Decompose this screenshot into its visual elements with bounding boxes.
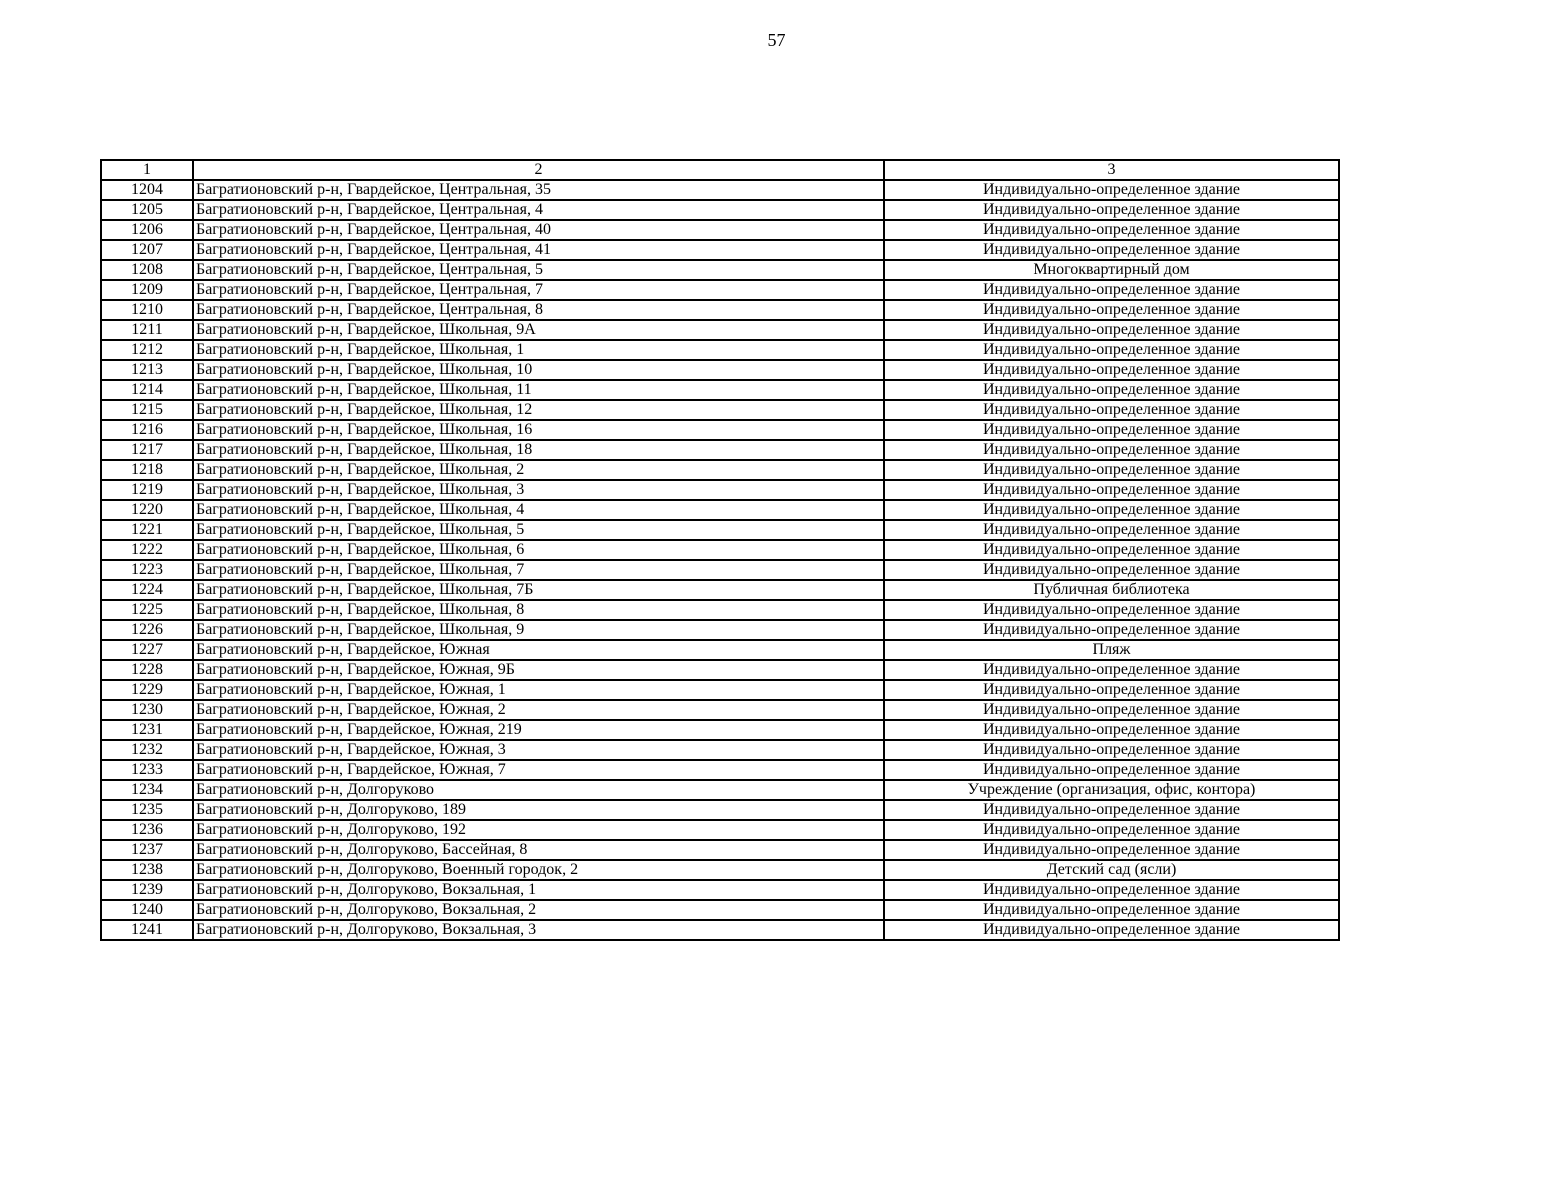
object-type-cell: Многоквартирный дом xyxy=(884,260,1339,280)
row-number-cell: 1205 xyxy=(101,200,193,220)
object-type-cell: Индивидуально-определенное здание xyxy=(884,600,1339,620)
table-row xyxy=(101,820,1339,840)
table-row xyxy=(101,840,1339,860)
address-cell: Багратионовский р-н, Долгоруково, Вокзальная, 3 xyxy=(193,920,884,940)
object-type-cell: Индивидуально-определенное здание xyxy=(884,200,1339,220)
object-type-cell: Индивидуально-определенное здание xyxy=(884,400,1339,420)
object-type-cell: Индивидуально-определенное здание xyxy=(884,460,1339,480)
address-cell: Багратионовский р-н, Гвардейское, Школьная, 16 xyxy=(193,420,884,440)
row-number-cell: 1231 xyxy=(101,720,193,740)
table-row xyxy=(101,260,1339,280)
row-number-cell: 1225 xyxy=(101,600,193,620)
object-type-cell: Индивидуально-определенное здание xyxy=(884,900,1339,920)
row-number-cell: 1204 xyxy=(101,180,193,200)
table-row xyxy=(101,740,1339,760)
object-type-cell: Индивидуально-определенное здание xyxy=(884,820,1339,840)
row-number-cell: 1218 xyxy=(101,460,193,480)
table-row xyxy=(101,380,1339,400)
address-cell: Багратионовский р-н, Гвардейское, Школьная, 18 xyxy=(193,440,884,460)
table-row xyxy=(101,580,1339,600)
address-cell: Багратионовский р-н, Гвардейское, Центральная, 40 xyxy=(193,220,884,240)
address-cell: Багратионовский р-н, Гвардейское, Южная, 219 xyxy=(193,720,884,740)
row-number-cell: 1211 xyxy=(101,320,193,340)
table-row xyxy=(101,680,1339,700)
object-type-cell: Индивидуально-определенное здание xyxy=(884,800,1339,820)
address-cell: Багратионовский р-н, Гвардейское, Центральная, 4 xyxy=(193,200,884,220)
object-type-cell: Индивидуально-определенное здание xyxy=(884,700,1339,720)
address-cell: Багратионовский р-н, Гвардейское, Центральная, 7 xyxy=(193,280,884,300)
address-cell: Багратионовский р-н, Долгоруково, Бассейная, 8 xyxy=(193,840,884,860)
address-cell: Багратионовский р-н, Гвардейское, Школьная, 1 xyxy=(193,340,884,360)
object-type-cell: Индивидуально-определенное здание xyxy=(884,180,1339,200)
object-type-cell: Индивидуально-определенное здание xyxy=(884,320,1339,340)
table-row xyxy=(101,180,1339,200)
object-type-cell: Индивидуально-определенное здание xyxy=(884,560,1339,580)
row-number-cell: 1214 xyxy=(101,380,193,400)
table-header-row xyxy=(101,160,1339,180)
address-cell: Багратионовский р-н, Долгоруково, 189 xyxy=(193,800,884,820)
address-cell: Багратионовский р-н, Гвардейское, Школьная, 9А xyxy=(193,320,884,340)
table-row xyxy=(101,500,1339,520)
object-type-cell: Пляж xyxy=(884,640,1339,660)
address-cell: Багратионовский р-н, Гвардейское, Школьная, 4 xyxy=(193,500,884,520)
address-cell: Багратионовский р-н, Гвардейское, Школьная, 2 xyxy=(193,460,884,480)
object-type-cell: Индивидуально-определенное здание xyxy=(884,500,1339,520)
table-row xyxy=(101,640,1339,660)
page-number: 57 xyxy=(767,30,786,50)
address-cell: Багратионовский р-н, Гвардейское, Школьная, 5 xyxy=(193,520,884,540)
row-number-cell: 1212 xyxy=(101,340,193,360)
object-type-cell: Индивидуально-определенное здание xyxy=(884,360,1339,380)
table-row xyxy=(101,560,1339,580)
row-number-cell: 1223 xyxy=(101,560,193,580)
table-row xyxy=(101,480,1339,500)
object-type-cell: Индивидуально-определенное здание xyxy=(884,480,1339,500)
table-row xyxy=(101,520,1339,540)
row-number-cell: 1237 xyxy=(101,840,193,860)
table-row xyxy=(101,600,1339,620)
object-type-cell: Индивидуально-определенное здание xyxy=(884,420,1339,440)
object-type-cell: Индивидуально-определенное здание xyxy=(884,720,1339,740)
object-type-cell: Индивидуально-определенное здание xyxy=(884,240,1339,260)
object-type-cell: Индивидуально-определенное здание xyxy=(884,740,1339,760)
address-cell: Багратионовский р-н, Гвардейское, Центральная, 5 xyxy=(193,260,884,280)
table-row xyxy=(101,540,1339,560)
table-row xyxy=(101,620,1339,640)
object-type-cell: Индивидуально-определенное здание xyxy=(884,880,1339,900)
row-number-cell: 1238 xyxy=(101,860,193,880)
address-cell: Багратионовский р-н, Гвардейское, Школьная, 10 xyxy=(193,360,884,380)
column-header-1: 1 xyxy=(101,160,193,180)
object-type-cell: Индивидуально-определенное здание xyxy=(884,440,1339,460)
row-number-cell: 1230 xyxy=(101,700,193,720)
object-type-cell: Детский сад (ясли) xyxy=(884,860,1339,880)
address-cell: Багратионовский р-н, Гвардейское, Школьная, 8 xyxy=(193,600,884,620)
object-type-cell: Индивидуально-определенное здание xyxy=(884,340,1339,360)
object-type-cell: Индивидуально-определенное здание xyxy=(884,300,1339,320)
registry-table xyxy=(100,159,1340,941)
table-row xyxy=(101,220,1339,240)
address-cell: Багратионовский р-н, Долгоруково, Вокзальная, 1 xyxy=(193,880,884,900)
row-number-cell: 1220 xyxy=(101,500,193,520)
address-cell: Багратионовский р-н, Гвардейское, Южная xyxy=(193,640,884,660)
table-row xyxy=(101,700,1339,720)
table-row xyxy=(101,920,1339,940)
object-type-cell: Индивидуально-определенное здание xyxy=(884,620,1339,640)
object-type-cell: Индивидуально-определенное здание xyxy=(884,280,1339,300)
table-row xyxy=(101,320,1339,340)
row-number-cell: 1219 xyxy=(101,480,193,500)
row-number-cell: 1240 xyxy=(101,900,193,920)
object-type-cell: Индивидуально-определенное здание xyxy=(884,680,1339,700)
table-row xyxy=(101,340,1339,360)
object-type-cell: Публичная библиотека xyxy=(884,580,1339,600)
row-number-cell: 1229 xyxy=(101,680,193,700)
row-number-cell: 1234 xyxy=(101,780,193,800)
address-cell: Багратионовский р-н, Гвардейское, Центральная, 41 xyxy=(193,240,884,260)
object-type-cell: Индивидуально-определенное здание xyxy=(884,540,1339,560)
row-number-cell: 1235 xyxy=(101,800,193,820)
address-cell: Багратионовский р-н, Гвардейское, Центральная, 8 xyxy=(193,300,884,320)
row-number-cell: 1208 xyxy=(101,260,193,280)
address-cell: Багратионовский р-н, Гвардейское, Школьная, 12 xyxy=(193,400,884,420)
row-number-cell: 1232 xyxy=(101,740,193,760)
table-row xyxy=(101,760,1339,780)
row-number-cell: 1236 xyxy=(101,820,193,840)
address-cell: Багратионовский р-н, Долгоруково, Вокзальная, 2 xyxy=(193,900,884,920)
row-number-cell: 1241 xyxy=(101,920,193,940)
object-type-cell: Индивидуально-определенное здание xyxy=(884,220,1339,240)
column-header-3: 3 xyxy=(884,160,1339,180)
row-number-cell: 1233 xyxy=(101,760,193,780)
address-cell: Багратионовский р-н, Гвардейское, Южная, 9Б xyxy=(193,660,884,680)
table-row xyxy=(101,780,1339,800)
column-header-2: 2 xyxy=(193,160,884,180)
row-number-cell: 1209 xyxy=(101,280,193,300)
object-type-cell: Индивидуально-определенное здание xyxy=(884,840,1339,860)
row-number-cell: 1206 xyxy=(101,220,193,240)
object-type-cell: Индивидуально-определенное здание xyxy=(884,760,1339,780)
address-cell: Багратионовский р-н, Гвардейское, Школьная, 6 xyxy=(193,540,884,560)
object-type-cell: Учреждение (организация, офис, контора) xyxy=(884,780,1339,800)
row-number-cell: 1213 xyxy=(101,360,193,380)
address-cell: Багратионовский р-н, Гвардейское, Центральная, 35 xyxy=(193,180,884,200)
row-number-cell: 1210 xyxy=(101,300,193,320)
table-row xyxy=(101,240,1339,260)
address-cell: Багратионовский р-н, Долгоруково, 192 xyxy=(193,820,884,840)
table-row xyxy=(101,360,1339,380)
object-type-cell: Индивидуально-определенное здание xyxy=(884,380,1339,400)
row-number-cell: 1227 xyxy=(101,640,193,660)
table-row xyxy=(101,880,1339,900)
object-type-cell: Индивидуально-определенное здание xyxy=(884,920,1339,940)
address-cell: Багратионовский р-н, Долгоруково, Военный городок, 2 xyxy=(193,860,884,880)
table-row xyxy=(101,200,1339,220)
table-row xyxy=(101,860,1339,880)
row-number-cell: 1224 xyxy=(101,580,193,600)
row-number-cell: 1226 xyxy=(101,620,193,640)
address-cell: Багратионовский р-н, Гвардейское, Школьная, 7 xyxy=(193,560,884,580)
address-cell: Багратионовский р-н, Гвардейское, Южная, 2 xyxy=(193,700,884,720)
row-number-cell: 1207 xyxy=(101,240,193,260)
row-number-cell: 1222 xyxy=(101,540,193,560)
object-type-cell: Индивидуально-определенное здание xyxy=(884,520,1339,540)
address-cell: Багратионовский р-н, Гвардейское, Школьная, 7Б xyxy=(193,580,884,600)
address-cell: Багратионовский р-н, Гвардейское, Южная, 3 xyxy=(193,740,884,760)
address-cell: Багратионовский р-н, Гвардейское, Южная, 1 xyxy=(193,680,884,700)
address-cell: Багратионовский р-н, Гвардейское, Южная, 7 xyxy=(193,760,884,780)
address-cell: Багратионовский р-н, Долгоруково xyxy=(193,780,884,800)
row-number-cell: 1216 xyxy=(101,420,193,440)
row-number-cell: 1239 xyxy=(101,880,193,900)
table-row xyxy=(101,400,1339,420)
table-row xyxy=(101,900,1339,920)
table-row xyxy=(101,800,1339,820)
table-row xyxy=(101,420,1339,440)
address-cell: Багратионовский р-н, Гвардейское, Школьная, 9 xyxy=(193,620,884,640)
table-row xyxy=(101,720,1339,740)
address-cell: Багратионовский р-н, Гвардейское, Школьная, 11 xyxy=(193,380,884,400)
row-number-cell: 1215 xyxy=(101,400,193,420)
row-number-cell: 1228 xyxy=(101,660,193,680)
row-number-cell: 1217 xyxy=(101,440,193,460)
table-body xyxy=(101,180,1339,940)
address-cell: Багратионовский р-н, Гвардейское, Школьная, 3 xyxy=(193,480,884,500)
table-row xyxy=(101,300,1339,320)
table-row xyxy=(101,460,1339,480)
row-number-cell: 1221 xyxy=(101,520,193,540)
table-row xyxy=(101,440,1339,460)
object-type-cell: Индивидуально-определенное здание xyxy=(884,660,1339,680)
table-row xyxy=(101,280,1339,300)
table-row xyxy=(101,660,1339,680)
